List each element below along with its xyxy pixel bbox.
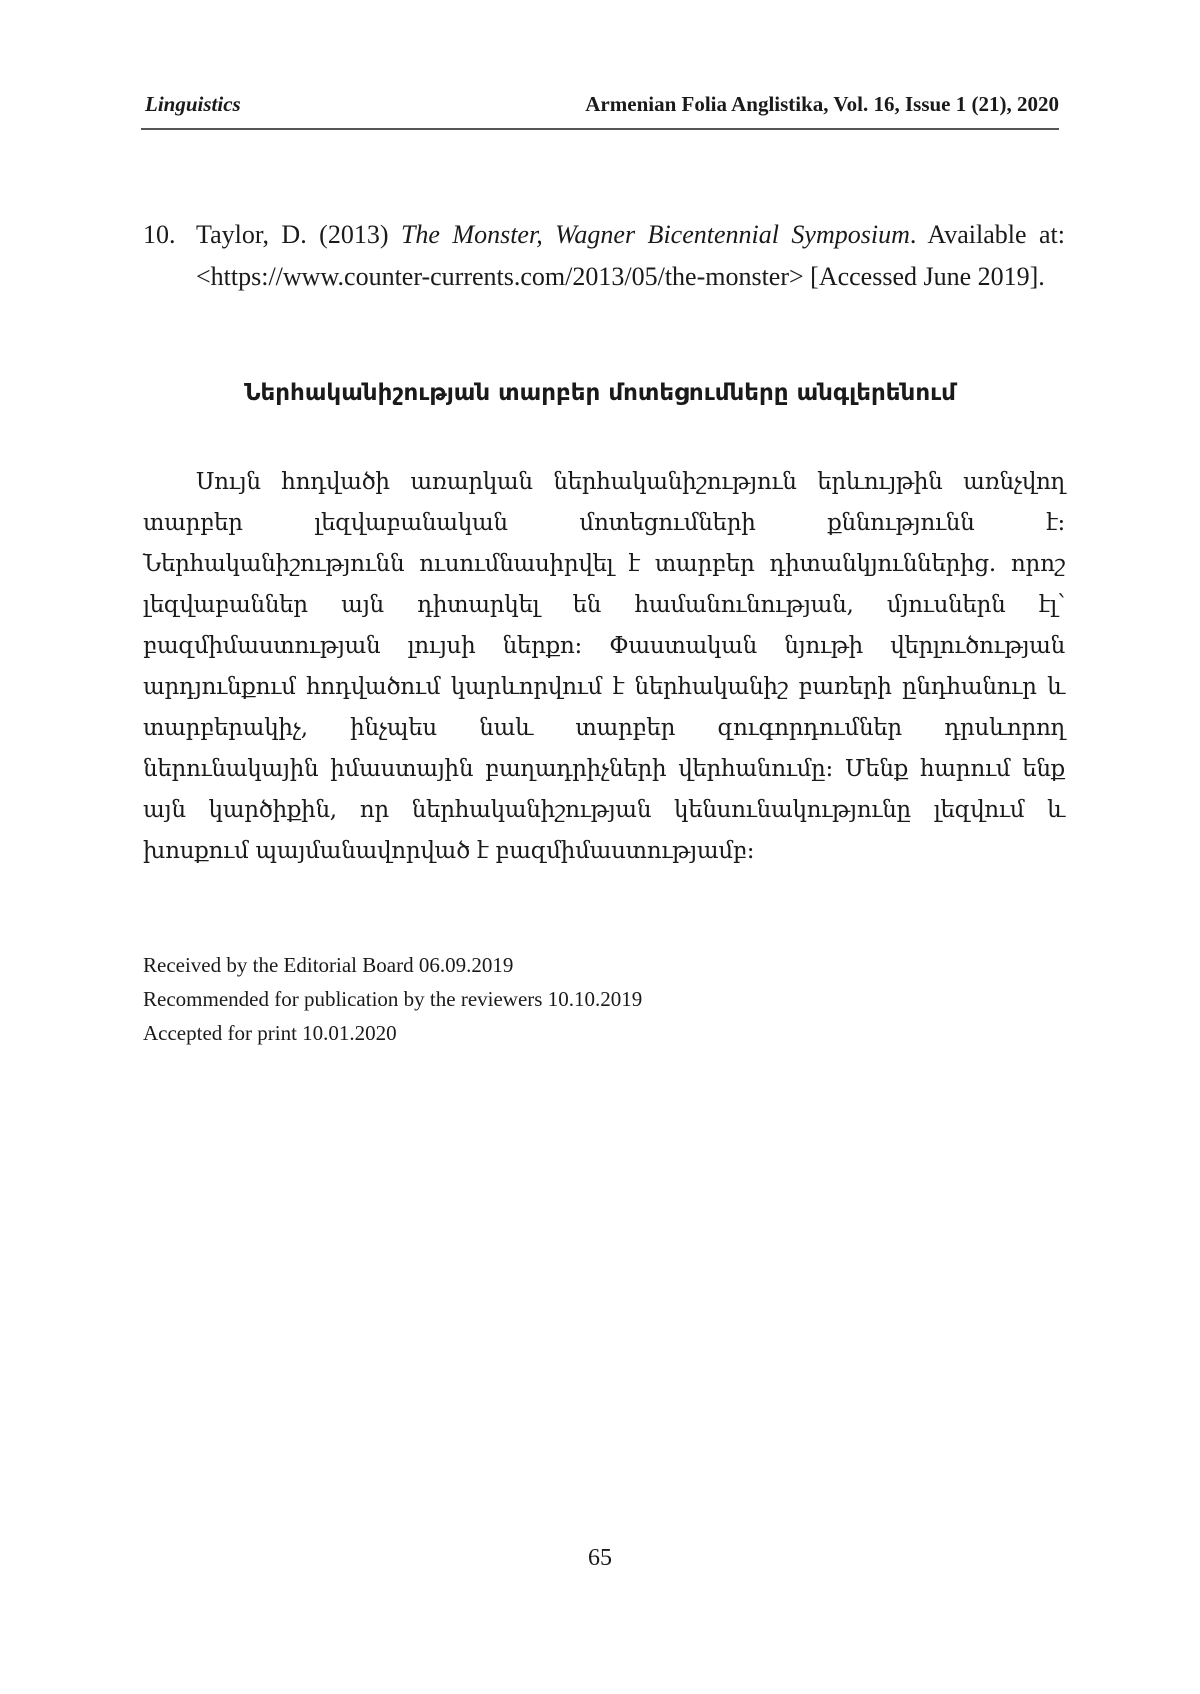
abstract-paragraph: Սույն հոդվածի առարկան ներհականիշություն երևույթին առնչվող տարբեր լեզվաբանական մոտեցումների քննությունն է: Ներհականիշությունն ուսումնասիրվել է տարբեր դիտանկյուններից. որոշ լեզվաբաններ այն դիտարկել են համանունության, մյուսներն էլ՝ բազմիմաստության լույսի ներքո: Փաստական նյութի վերլուծության արդյունքում հոդվածում կարևորվում է ներհականիշ բառերի ընդհանուր և տարբերակիչ, ինչպես նաև տարբեր զուգորդումներ դրսևորող ներունակային իմաստային բաղադրիչների վերհանումը: Մենք հարում ենք այն կարծիքին, որ ներհականիշության կենսունակությունը լեզվում և խոսքում պայմանավորված է բազմիմաստությամբ: [143,469,1065,864]
reference-number: 10. [143,220,176,249]
reference-title: The Monster, Wagner Bicentennial Symposium [400,220,910,249]
accepted-date: Accepted for print 10.01.2020 [143,1021,397,1045]
received-date: Received by the Editorial Board 06.09.2019 [143,953,514,977]
reference-availability: . Available at: <https://www.counter-currents.com/2013/05/the-monster> [Accessed June 2019]. [196,220,1065,291]
reference-text [196,214,1065,298]
abstract-heading: Ներհականիշության տարբեր մոտեցումները անգլերենում [244,380,956,406]
recommended-date: Recommended for publication by the reviewers 10.10.2019 [143,987,643,1011]
editorial-dates [143,948,642,1050]
header-section-label: Linguistics [145,92,241,116]
reference-authors: Taylor, D. (2013) [196,220,401,249]
reference-entry [143,214,1065,298]
page-number: 65 [588,1545,612,1571]
header-journal-citation: Armenian Folia Anglistika, Vol. 16, Issue 1 (21), 2020 [585,92,1059,116]
running-header [141,88,1059,130]
